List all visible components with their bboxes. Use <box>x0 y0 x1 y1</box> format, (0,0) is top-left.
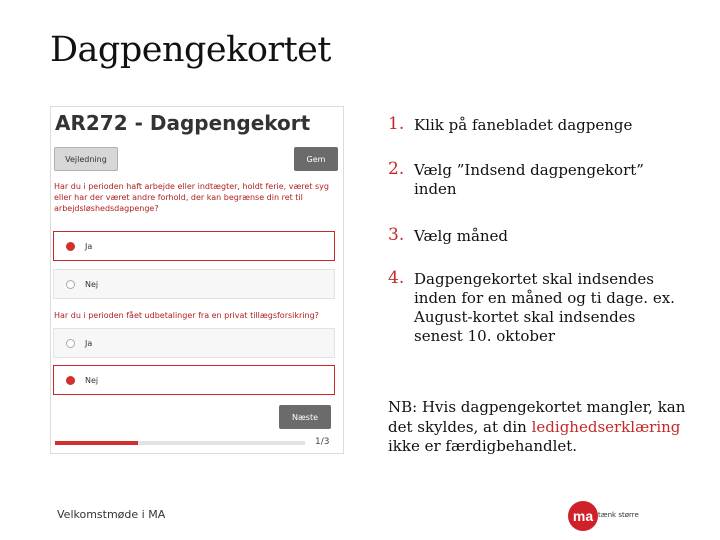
step-4 <box>388 270 688 346</box>
step-text: Vælg måned <box>414 227 509 245</box>
question-2: Har du i perioden fået udbetalinger fra en privat tillægsforsikring? <box>54 311 319 320</box>
save-button[interactable]: Gem <box>294 147 338 171</box>
radio-icon[interactable] <box>66 242 75 251</box>
instruction-list <box>388 116 688 346</box>
ma-logo-icon <box>567 500 599 532</box>
option-label: Ja <box>85 241 93 251</box>
question-1: Har du i perioden haft arbejde eller indtægter, holdt ferie, været syg eller har der været andre forhold, der kan begrænse din ret til arbejdsløshedsdagpenge? <box>54 182 329 213</box>
next-button[interactable]: Næste <box>279 405 331 429</box>
step-text: Klik på fanebladet dagpenge <box>414 116 633 134</box>
step-number: 3. <box>388 225 405 245</box>
progress-bar <box>55 441 305 445</box>
progress-text: 1/3 <box>315 437 330 447</box>
option-label: Nej <box>85 279 99 289</box>
note-suffix: ikke er færdigbehandlet. <box>388 437 578 455</box>
option-label: Nej <box>85 375 99 385</box>
footer-text: Velkomstmøde i MA <box>57 508 166 521</box>
radio-icon[interactable] <box>66 280 75 289</box>
dagpengekort-form-screenshot <box>50 106 344 454</box>
step-3 <box>388 227 688 246</box>
note-text <box>388 398 688 457</box>
ledighedserklaering-link[interactable]: ledighedserklæring <box>531 417 681 436</box>
step-1 <box>388 116 688 135</box>
option-label: Ja <box>85 338 93 348</box>
option-nej-q1[interactable] <box>53 269 335 299</box>
step-2 <box>388 161 688 199</box>
radio-icon[interactable] <box>66 376 75 385</box>
step-number: 2. <box>388 159 405 179</box>
guide-button[interactable]: Vejledning <box>54 147 118 171</box>
ma-logo <box>567 500 657 532</box>
step-number: 1. <box>388 114 405 134</box>
step-number: 4. <box>388 268 405 288</box>
slide-title: Dagpengekortet <box>50 30 331 70</box>
option-ja-q2[interactable] <box>53 328 335 358</box>
radio-icon[interactable] <box>66 339 75 348</box>
option-nej-q2[interactable] <box>53 365 335 395</box>
option-ja-q1[interactable] <box>53 231 335 261</box>
note-prefix: NB: Hvis dagpengekortet mangler, kan det skyldes, at din <box>388 398 686 436</box>
progress-fill <box>55 441 138 445</box>
form-title: AR272 - Dagpengekort <box>55 111 311 135</box>
step-text: Vælg ”Indsend dagpengekort” inden <box>414 161 644 198</box>
step-text: Dagpengekortet skal indsendes inden for en måned og ti dage. ex. August-kortet skal indsendes senest 10. oktober <box>414 270 675 345</box>
svg-text:ma: ma <box>572 508 594 524</box>
logo-text: tænk større <box>598 511 639 519</box>
